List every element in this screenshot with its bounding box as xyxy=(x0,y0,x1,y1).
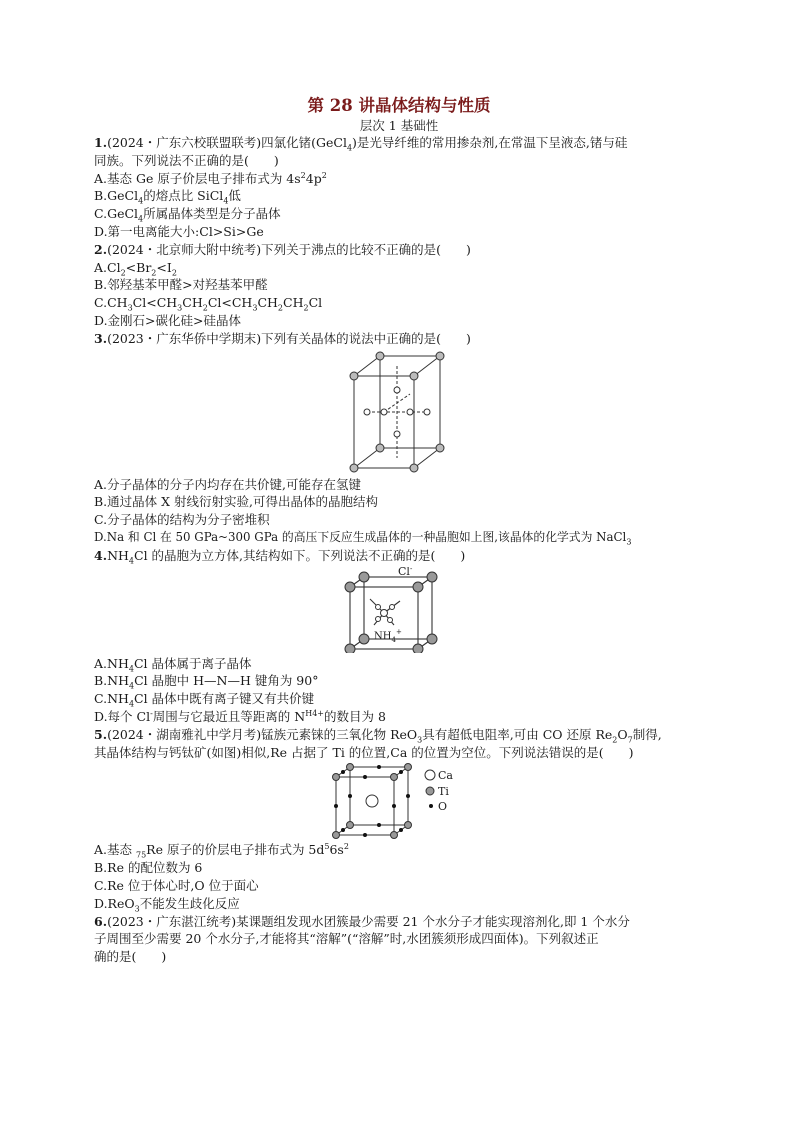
q5-number: 5. xyxy=(94,726,108,742)
q4-d-2: 周围与它最近且等距离的 N xyxy=(152,708,306,724)
q4-b-sub: 4 xyxy=(129,681,135,691)
q2-c-6: CH xyxy=(283,295,304,311)
section-level: 层次 1 基础性 xyxy=(359,118,439,133)
q3-stem xyxy=(94,330,704,348)
q3-option-a: A.分子晶体的分子内均存在共价键,可能存在氢键 xyxy=(94,476,361,492)
q1-option-a xyxy=(94,170,704,188)
page-title: 第 28 讲晶体结构与性质 xyxy=(307,96,491,115)
fig-cl-sup: - xyxy=(409,566,413,573)
q4-d-1: D.每个 Cl xyxy=(94,708,151,724)
q6-stem-line1 xyxy=(94,913,704,931)
q5-a-1: A.基态 xyxy=(94,842,136,858)
q1-b-text2: 的熔点比 SiCl xyxy=(143,188,224,204)
q5-d-2: 不能发生歧化反应 xyxy=(139,895,240,911)
q4-b-1: B.NH xyxy=(94,673,129,689)
q2-c-s6: 2 xyxy=(303,303,309,313)
document-page xyxy=(94,96,704,966)
q2-c-1: C.CH xyxy=(94,295,128,311)
q1-b-sub2: 4 xyxy=(223,196,229,206)
q4-stem-sub: 4 xyxy=(128,556,134,566)
q1-b-text: B.GeCl xyxy=(94,188,139,204)
q1-c-sub: 4 xyxy=(138,214,144,224)
q2-a-2: <Br xyxy=(125,259,152,275)
q4-option-d xyxy=(94,708,704,726)
q1-a-text: A.基态 Ge 原子价层电子排布式为 4s xyxy=(94,170,301,186)
q4-d-sup2: H4+ xyxy=(305,708,324,718)
q4-b-2: Cl 晶胞中 H—N—H 键角为 90° xyxy=(134,673,319,689)
q5-stem-s1: 3 xyxy=(417,735,423,745)
q5-a-sup2: 2 xyxy=(343,842,349,852)
q5-stem-s3: 7 xyxy=(627,735,633,745)
q4-c-1: C.NH xyxy=(94,691,129,707)
q3-option-d xyxy=(94,529,704,547)
q2-option-d: D.金刚石>碳化硅>硅晶体 xyxy=(94,312,241,328)
q5-a-2: Re 原子的价层电子排布式为 5d xyxy=(146,842,325,858)
q5-a-sup1: 5 xyxy=(324,842,330,852)
q5-d-sub: 3 xyxy=(134,904,140,914)
q6-stem-a: (2023・广东湛江统考)某课题组发现水团簇最少需要 21 个水分子才能实现溶剂化,即 1 个水分 xyxy=(107,913,630,929)
q2-stem xyxy=(94,241,704,259)
q4-option-c xyxy=(94,690,704,708)
q4-stem-b: Cl 的晶胞为立方体,其结构如下。下列说法不正确的是( ) xyxy=(134,547,466,563)
q3-number: 3. xyxy=(94,330,108,346)
legend-o-label: O xyxy=(438,800,448,814)
q2-c-s4: 3 xyxy=(252,303,258,313)
q5-stem-c: O xyxy=(617,726,628,742)
q1-c-text: C.GeCl xyxy=(94,206,139,222)
q3-option-b: B.通过晶体 X 射线衍射实验,可得出晶体的晶胞结构 xyxy=(94,494,378,510)
q5-d-1: D.ReO xyxy=(94,895,135,911)
q5-stem-b: 具有超低电阻率,可由 CO 还原 Re xyxy=(422,726,613,742)
q1-option-c xyxy=(94,205,704,223)
q1-b-text3: 低 xyxy=(228,188,241,204)
nacl3-unit-cell-figure xyxy=(344,350,454,474)
q4-d-sup1: - xyxy=(150,708,153,718)
q5-option-a xyxy=(94,841,704,859)
q1-stem-line1 xyxy=(94,134,704,152)
q5-stem-s2: 2 xyxy=(612,735,618,745)
q4-stem-a: NH xyxy=(107,547,129,563)
q2-c-s5: 2 xyxy=(277,303,283,313)
q6-stem-line3: 确的是( ) xyxy=(94,949,167,965)
q2-stem-text: (2024・北京师大附中统考)下列关于沸点的比较不正确的是( ) xyxy=(107,241,471,257)
q5-a-sub: 75 xyxy=(135,850,147,860)
q2-c-3: CH xyxy=(182,295,203,311)
perovskite-unit-cell-figure xyxy=(330,763,470,839)
q1-a-sup2: 2 xyxy=(321,170,327,180)
q5-option-c: C.Re 位于体心时,O 位于面心 xyxy=(94,877,259,893)
q1-stem-line2: 同族。下列说法不正确的是( ) xyxy=(94,152,279,168)
q1-a-text2: 4p xyxy=(305,170,322,186)
q5-stem-line2: 其晶体结构与钙钛矿(如图)相似,Re 占据了 Ti 的位置,Ca 的位置为空位。下列说法错误的是( ) xyxy=(94,744,634,760)
q2-c-4: Cl<CH xyxy=(207,295,253,311)
fig-cl-label xyxy=(398,567,413,578)
q4-stem xyxy=(94,547,704,565)
q4-a-2: Cl 晶体属于离子晶体 xyxy=(133,655,252,671)
q4-a-sub: 4 xyxy=(128,664,134,674)
q2-a-s3: 2 xyxy=(171,268,177,278)
q4-a-1: A.NH xyxy=(94,655,129,671)
q4-c-sub: 4 xyxy=(128,699,135,709)
q4-option-a xyxy=(94,655,704,673)
q1-c-text2: 所属晶体类型是分子晶体 xyxy=(143,206,281,222)
q2-c-s3: 2 xyxy=(202,303,208,313)
q3-option-c: C.分子晶体的结构为分子密堆积 xyxy=(94,512,270,528)
q2-option-b: B.邻羟基苯甲醛>对羟基苯甲醛 xyxy=(94,277,268,293)
q3-d-text: D.Na 和 Cl 在 50 GPa~300 GPa 的高压下反应生成晶体的一种晶胞如上图,该晶体的化学式为 NaCl xyxy=(94,529,627,544)
q1-stem-a: (2024・广东六校联盟联考)四氯化锗(GeCl xyxy=(107,135,347,150)
fig-cl-text: Cl xyxy=(398,566,410,578)
q3-stem-text: (2023・广东华侨中学期末)下列有关晶体的说法中正确的是( ) xyxy=(107,330,471,346)
q2-option-a xyxy=(94,259,704,277)
q2-a-s1: 2 xyxy=(120,268,126,278)
q5-option-d xyxy=(94,895,704,913)
q5-a-3: 6s xyxy=(329,842,344,858)
q1-stem-b: )是光导纤维的常用掺杂剂,在常温下呈液态,锗与硅 xyxy=(352,135,628,150)
fig-nh4-label xyxy=(374,628,402,644)
q2-c-s2: 3 xyxy=(177,303,183,313)
q2-option-c xyxy=(94,294,704,312)
q4-option-b xyxy=(94,672,704,690)
q2-c-s1: 3 xyxy=(127,303,133,313)
q1-stem-sub: 4 xyxy=(346,143,353,153)
q4-number: 4. xyxy=(94,547,108,563)
q2-c-5: CH xyxy=(257,295,278,311)
q5-option-b: B.Re 的配位数为 6 xyxy=(94,860,203,876)
q1-option-d: D.第一电离能大小:Cl>Si>Ge xyxy=(94,223,264,239)
q5-stem-d: 制得, xyxy=(632,726,662,742)
q1-option-b xyxy=(94,187,704,205)
q2-c-7: Cl xyxy=(308,295,323,311)
fig-nh-text: NH xyxy=(374,630,392,642)
q5-stem-a: (2024・湖南雅礼中学月考)锰族元素铼的三氧化物 ReO xyxy=(107,726,418,742)
nh4cl-unit-cell-figure xyxy=(344,567,454,653)
legend-ca-label: Ca xyxy=(438,769,453,783)
q2-a-s2: 2 xyxy=(151,268,157,278)
q6-stem-line2: 子周围至少需要 20 个水分子,才能将其“溶解”(“溶解”时,水团簇须形成四面体)。下列叙述正 xyxy=(94,931,599,947)
q1-a-sup1: 2 xyxy=(300,170,306,180)
q1-number: 1. xyxy=(94,135,108,150)
q2-a-1: A.Cl xyxy=(94,259,121,275)
fig-nh-sup: + xyxy=(395,627,402,636)
q5-stem-line1 xyxy=(94,726,704,744)
q2-a-3: <I xyxy=(156,259,172,275)
q4-c-2: Cl 晶体中既有离子键又有共价键 xyxy=(134,691,315,707)
fig-nh-sub: 4 xyxy=(391,635,396,644)
q1-b-sub1: 4 xyxy=(138,196,144,206)
legend-ti-label: Ti xyxy=(438,785,449,799)
q3-d-sub: 3 xyxy=(626,537,632,547)
q2-c-2: Cl<CH xyxy=(132,295,178,311)
q2-number: 2. xyxy=(94,241,108,257)
q6-number: 6. xyxy=(94,913,108,929)
q4-d-3: 的数目为 8 xyxy=(324,708,386,724)
